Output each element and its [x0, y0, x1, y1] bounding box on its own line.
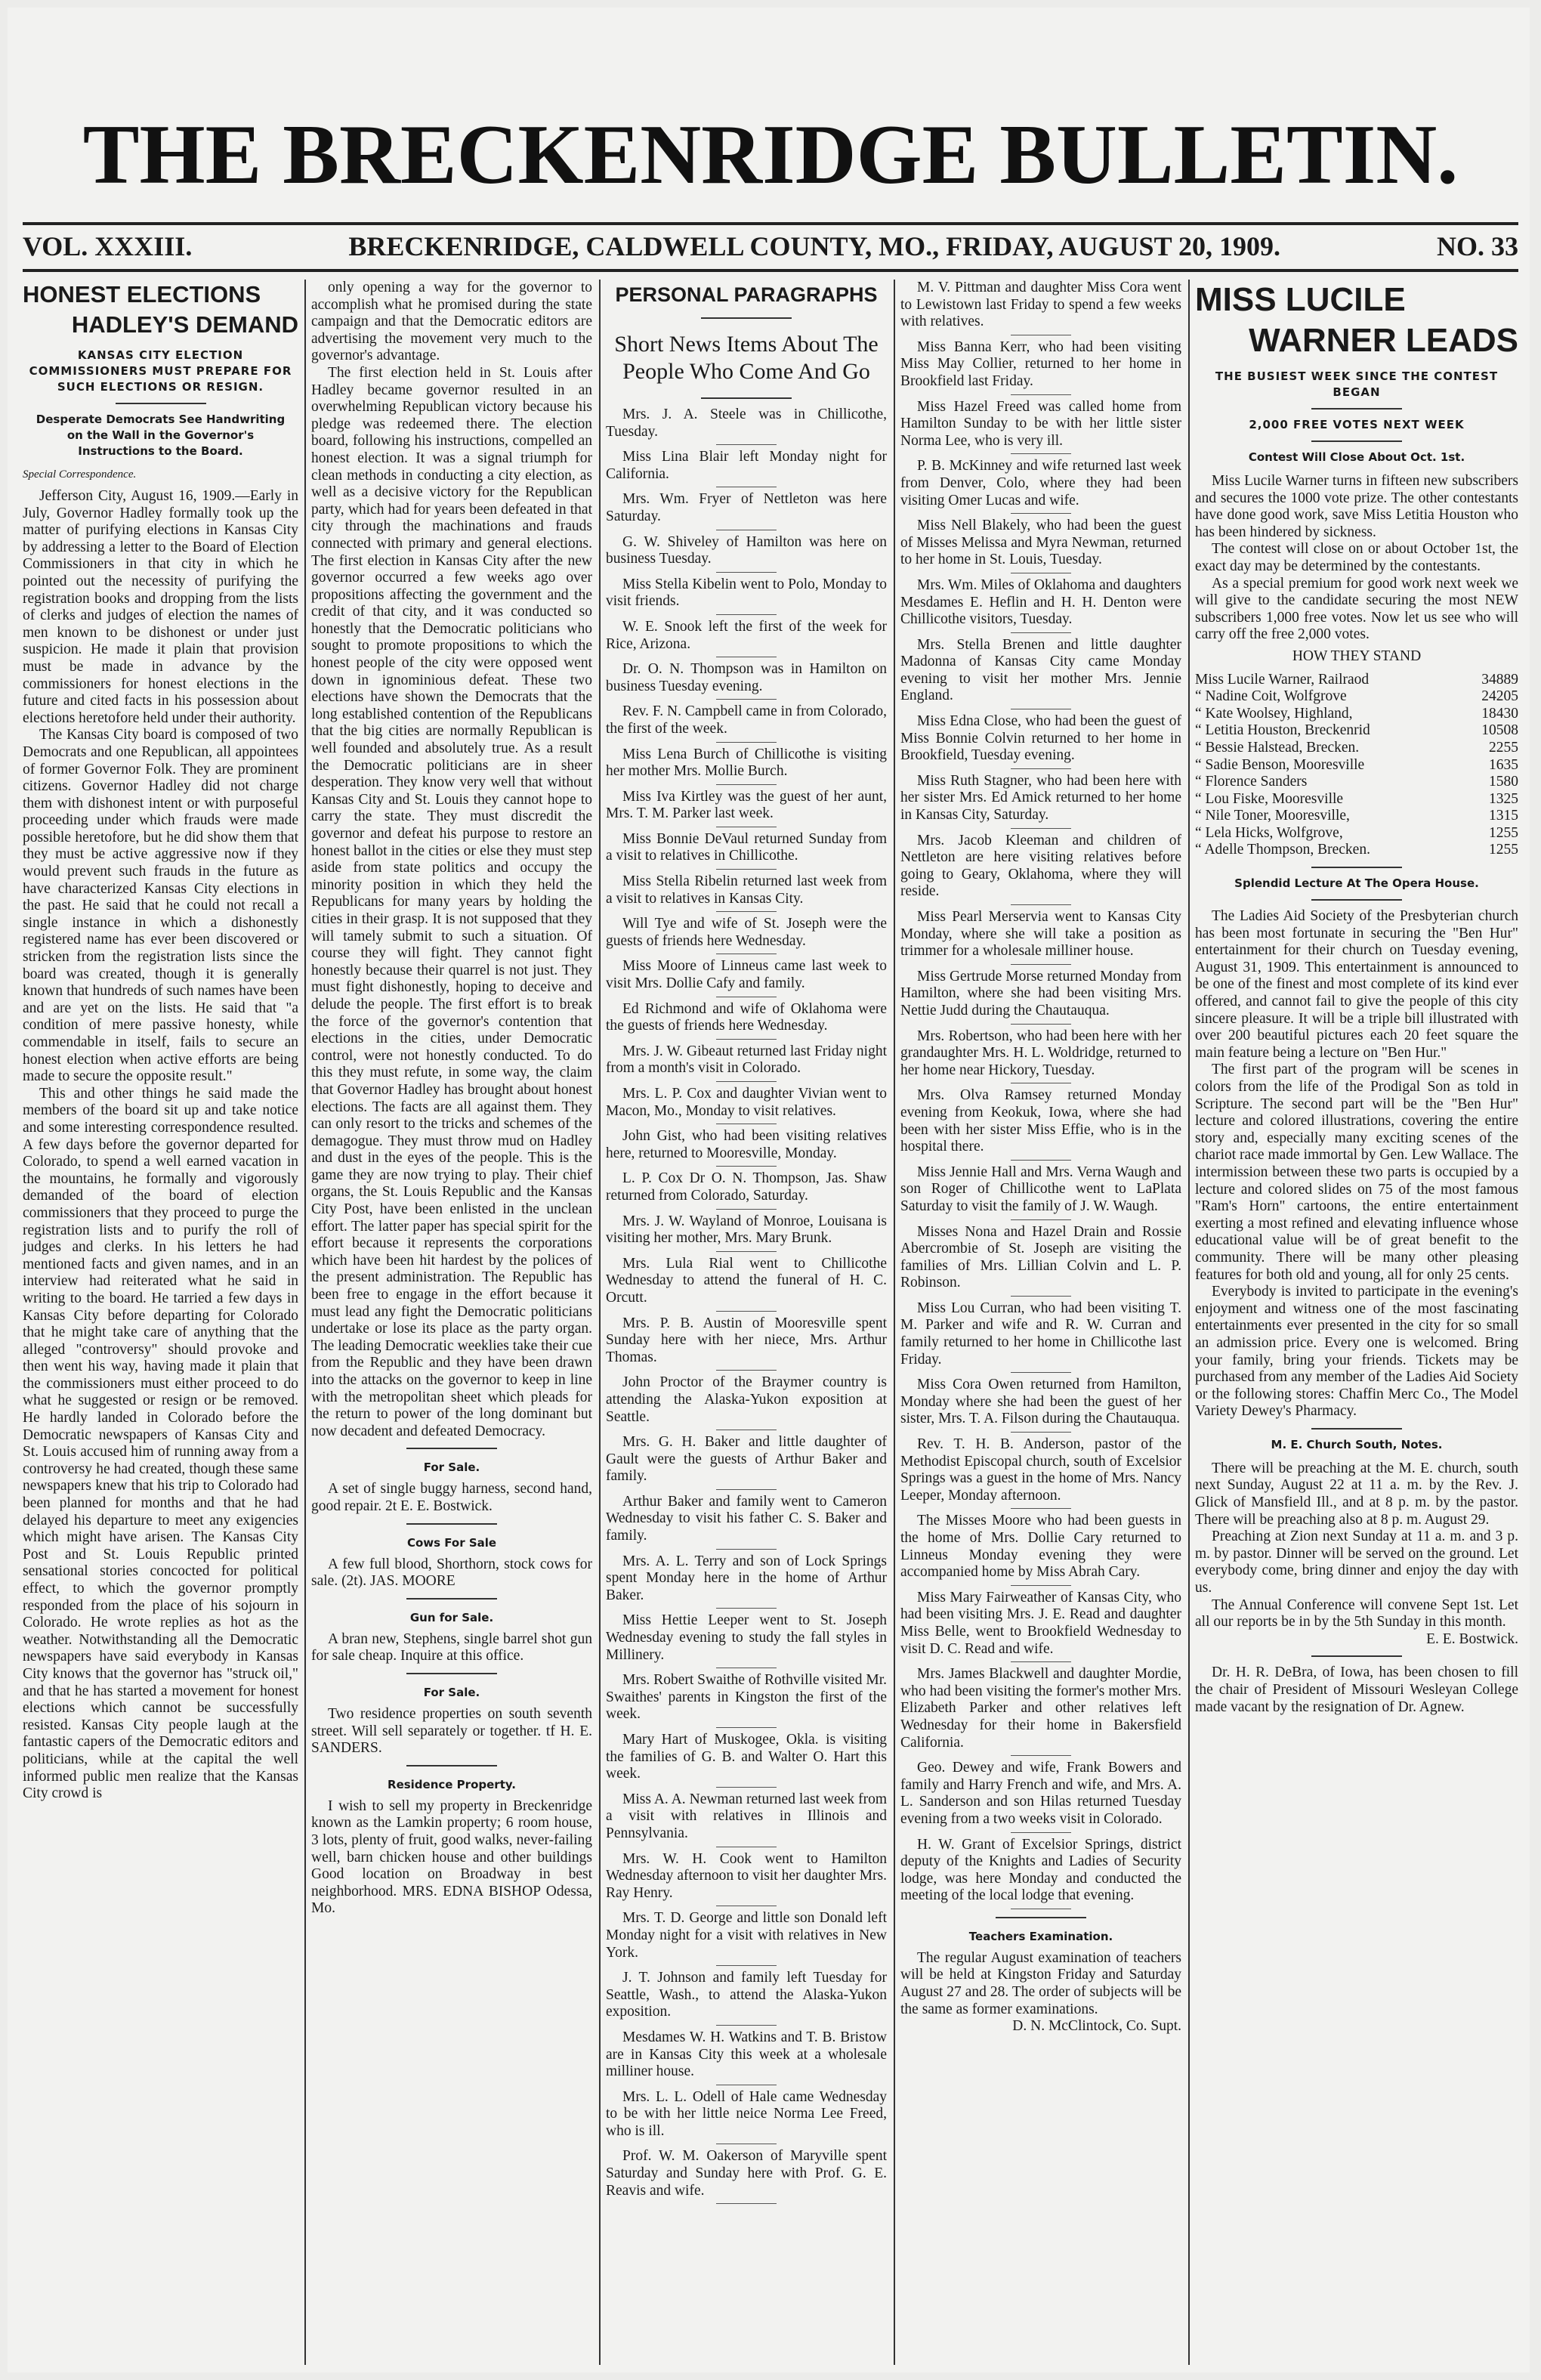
news-item: Miss A. A. Newman returned last week from a visit with relatives in Illinois and Pennsylvania. [606, 1791, 887, 1841]
news-item: Mrs. L. P. Cox and daughter Vivian went to Macon, Mo., Monday to visit relatives. [606, 1086, 887, 1119]
divider [406, 1598, 497, 1600]
item-divider [716, 1549, 777, 1550]
paragraph: Miss Lucile Warner turns in fifteen new subscribers and secures the 1000 vote prize. The other contestants have done good work, save Miss Letitia Houston who has been hindered by sickness. [1195, 473, 1518, 540]
final-paragraph: Dr. H. R. DeBra, of Iowa, has been chosen to fill the chair of President of Missouri Wesleyan College made vacant by the resignation of Dr. Agnew. [1195, 1664, 1518, 1715]
item-divider [1011, 632, 1071, 633]
standing-row [1195, 706, 1518, 723]
item-divider [716, 742, 777, 743]
news-item: Ed Richmond and wife of Oklahoma were the guests of friends here Wednesday. [606, 1000, 887, 1034]
item-divider [716, 2025, 777, 2026]
news-item: J. T. Johnson and family left Tuesday for Seattle, Wash., to attend the Alaska-Yukon exposition. [606, 1970, 887, 2020]
church-signature: E. E. Bostwick. [1426, 1630, 1518, 1647]
divider [116, 403, 206, 404]
deck: Short News Items About The People Who Come And Go [614, 332, 879, 384]
news-item: Mrs. Robert Swaithe of Rothville visited Mr. Swaithes' parents in Kingston the first of the week. [606, 1672, 887, 1723]
item-divider [1011, 1372, 1071, 1373]
ad-heading: Cows For Sale [406, 1535, 497, 1550]
news-item: Miss Cora Owen returned from Hamilton, Monday where she had been the guest of her sister, Mrs. T. A. Filson during the Chautauqua. [900, 1377, 1181, 1427]
news-item: Mrs. Wm. Miles of Oklahoma and daughters Mesdames E. Heflin and H. H. Denton were Chillicothe visitors, Tuesday. [900, 576, 1181, 628]
item-divider [716, 614, 777, 615]
news-item: P. B. McKinney and wife returned last week from Denver, Colo, where they had been visiting Omer Lucas and wife. [900, 458, 1181, 508]
news-item: Mrs. Olva Ramsey returned Monday evening from Keokuk, Iowa, where she had been with her sister Miss Effie, who is in the hospital there. [900, 1087, 1181, 1155]
news-item: Mrs. Robertson, who had been here with her grandaughter Mrs. H. L. Woldridge, returned to her home near Hickory, Tuesday. [900, 1028, 1181, 1078]
news-item: Dr. O. N. Thompson was in Hamilton on business Tuesday evening. [606, 661, 887, 694]
ad-heading: Residence Property. [388, 1777, 516, 1791]
item-divider [1011, 768, 1071, 769]
column-1-honest-elections [23, 280, 298, 1803]
contestant-name: “ Nile Toner, Mooresville, [1195, 808, 1350, 824]
news-item: Mrs. Wm. Fryer of Nettleton was here Saturday. [606, 491, 887, 524]
news-item: Miss Banna Kerr, who had been visiting Miss May Collier, returned to her home in Brookfield last Friday. [900, 338, 1181, 389]
paragraph: Everybody is invited to participate in the evening's enjoyment and witness one of the most fascinating entertainments ever presented in the city for so small an admission price. Every one is welcomed. Bring your family, bring your friends. Tickets may be purchased from any member of the Ladies Aid Society or the following stores: Chaffin Merc Co., The Model Variety Dewey's Pharmacy. [1195, 1284, 1518, 1420]
news-item: Miss Ruth Stagner, who had been here with her sister Mrs. Ed Amick returned to her home in Kansas City, Saturday. [900, 772, 1181, 824]
item-divider [716, 1209, 777, 1210]
news-item: Miss Lena Burch of Chillicothe is visiting her mother Mrs. Mollie Burch. [606, 746, 887, 780]
news-item: Rev. F. N. Campbell came in from Colorado, the first of the week. [606, 703, 887, 737]
ad-text: Two residence properties on south seventh street. Will sell separately or together. tf H. E. SANDERS. [311, 1705, 592, 1757]
divider [1311, 867, 1402, 868]
column-4 [900, 280, 1181, 2035]
news-item: Miss Gertrude Morse returned Monday from Hamilton, where she had been visiting Mrs. Nettie Judd during the Chautauqua. [900, 968, 1181, 1018]
paragraph: As a special premium for good work next week we will give to the candidate securing the most NEW subscribers 1,000 free votes. Now let us see who will carry off the free 2,000 votes. [1195, 575, 1518, 643]
standing-row [1195, 688, 1518, 706]
contestant-votes: 18430 [1481, 705, 1518, 722]
news-item: Miss Iva Kirtley was the guest of her aunt, Mrs. T. M. Parker last week. [606, 788, 887, 822]
news-item: Geo. Dewey and wife, Frank Bowers and family and Harry French and wife, and Mrs. A. L. Sanderson and son Hilas returned Tuesday evening from a two weeks visit in Colorado. [900, 1760, 1181, 1827]
news-item: W. E. Snook left the first of the week for Rice, Arizona. [606, 618, 887, 652]
item-divider [716, 1608, 777, 1609]
item-divider [1011, 513, 1071, 514]
item-divider [1011, 964, 1071, 965]
news-item: Mrs. G. H. Baker and little daughter of Gault were the guests of Arthur Baker and family. [606, 1434, 887, 1485]
lecture-heading: Splendid Lecture At The Opera House. [1234, 876, 1479, 891]
classified-ads [311, 1448, 592, 1918]
item-divider [716, 1081, 777, 1082]
news-item: Mrs. J. W. Wayland of Monroe, Louisana is visiting her mother, Mrs. Mary Brunk. [606, 1213, 887, 1247]
paragraph: Preaching at Zion next Sunday at 11 a. m. and 3 p. m. by pastor. Dinner will be served on the ground. Let everybody come, bring dinner and enjoy the day with us. [1195, 1528, 1518, 1596]
paragraph: There will be preaching at the M. E. church, south next Sunday, August 22 at 11 a. m. by the Rev. J. Glick of Mansfield Ill., and at 8 p. m. by the pastor. There will be preaching also at 8 p. m. August 29. [1195, 1460, 1518, 1528]
news-item: Miss Hettie Leeper went to St. Joseph Wednesday evening to study the fall styles in Millinery. [606, 1612, 887, 1663]
news-item: The Misses Moore who had been guests in the home of Mrs. Dollie Cary returned to Linneus Monday evening they were accompanied home by Miss Abrah Cary. [900, 1513, 1181, 1581]
item-divider [716, 1370, 777, 1371]
dateline-bar [23, 230, 1518, 263]
news-item: John Gist, who had been visiting relatives here, returned to Mooresville, Monday. [606, 1128, 887, 1161]
news-item: Miss Hazel Freed was called home from Hamilton Sunday to be with her little sister Norma Lee, who is very ill. [900, 398, 1181, 449]
ad-heading: For Sale. [423, 1685, 480, 1699]
news-item: Mesdames W. H. Watkins and T. B. Bristow are in Kansas City this week at a wholesale milliner house. [606, 2029, 887, 2080]
masthead-rule-bottom [23, 269, 1518, 272]
news-item: Miss Jennie Hall and Mrs. Verna Waugh and son Roger of Chillicothe went to LaPlata Saturday to visit the family of J. W. Waugh. [900, 1164, 1181, 1214]
contestant-votes: 1255 [1489, 842, 1518, 858]
news-item: Miss Stella Kibelin went to Polo, Monday to visit friends. [606, 576, 887, 610]
paragraph: The Kansas City board is composed of two Democrats and one Republican, all appointees of former Governor Folk. They are prominent citizens. Governor Hadley did not charge them with dishonest intent or with purposeful proceeding under which frauds were made possible heretofore, but he did show them that they must be active aggressive now if they would prevent such frauds in the future as have characterized Kansas City elections in the past. He said that he could not recall a single instance in which a dishonestly registered name has ever been discovered or stricken from the registration lists since the board was created, though it is generally known that hundreds of such names have been and are yet on the lists. He said that "a condition of mere passive honesty, while commendable in itself, fails to secure an honest election when active efforts are being made to secure the opposite result." [23, 727, 298, 1085]
ad-text: I wish to sell my property in Breckenridge known as the Lamkin property; 6 room house, 3 lots, plenty of fruit, good walks, never-failing well, barn chicken house and other buildings Good location on Broadway in best neighborhood. MRS. EDNA BISHOP Odessa, Mo. [311, 1797, 592, 1917]
item-divider [1011, 1832, 1071, 1833]
news-item: Miss Edna Close, who had been the guest of Miss Bonnie Colvin returned to her home in Brookfield, Tuesday evening. [900, 713, 1181, 764]
divider [701, 397, 792, 399]
paragraph: This and other things he said made the members of the board sit up and take notice and some interesting correspondence resulted. A few days before the governor departed for Colorado, to spend a well earned vacation in the mountains, he formally and vigorously demanded of the board of election commissioners that they proceed to purge the registration lists and to purify the roll of judges and clerks. In his letters he had mentioned facts and given names, and in an interview had reiterated what he said in writing to the board. He tarried a few days in Kansas City before departing for Colorado that he might take care of anything that the alleged "controversy" should provoke and then went his way, having made it plain that the commissioners must either proceed to do what he suggested or resign or be removed. He hardly landed in Colorado before the Democratic newspapers of Kansas City and St. Louis accused him of running away from a controversy he had created, though these same newspapers knew that his trip to Colorado had been planned for months and that he had delayed his departure to meet any exigencies which might have arisen. The Kansas City Post and St. Louis Republic printed sensational stories concocted for political effect, to which the governor promptly responded from the place of his sojourn in Colorado. He wrote replies as hot as the weather. Notwithstanding all the Democratic newspapers have said everybody in Kansas City knows that the governor has "struck oil," and that he has started a movement for honest elections which cannot be successfully resisted. Kansas City people laugh at the fantastic capers of the Democratic editors and politicians, while at the capital the well informed public men realize that the Kansas City crowd is [23, 1085, 298, 1802]
contestant-votes: 1255 [1489, 824, 1518, 841]
contestant-votes: 1580 [1489, 774, 1518, 790]
item-divider [716, 1965, 777, 1966]
divider [1311, 1655, 1402, 1657]
contestant-name: Miss Lucile Warner, Railraod [1195, 671, 1370, 688]
news-item: Mrs. James Blackwell and daughter Mordie, who had been visiting the former's mother Mrs. Elizabeth Parker and other relatives left Wednesday for their home in Bakersfield California. [900, 1666, 1181, 1751]
news-item: G. W. Shiveley of Hamilton was here on business Tuesday. [606, 533, 887, 567]
standing-row [1195, 774, 1518, 791]
news-item: Miss Lina Blair left Monday night for California. [606, 449, 887, 482]
news-item: Miss Lou Curran, who had been visiting T. M. Parker and wife and R. W. Curran and family returned to her home in Chillicothe last Friday. [900, 1300, 1181, 1368]
item-divider [1011, 1755, 1071, 1756]
contestant-name: “ Sadie Benson, Mooresville [1195, 756, 1365, 773]
divider [996, 1917, 1086, 1918]
news-item: Prof. W. M. Oakerson of Maryville spent Saturday and Sunday here with Prof. G. E. Reavis and wife. [606, 2148, 887, 2199]
contestant-votes: 1635 [1489, 756, 1518, 773]
headline-2: HADLEY'S DEMAND [71, 311, 298, 338]
paragraph: The Annual Conference will convene Sept 1st. Let all our reports be in by the 5th Sunday in this month. [1195, 1596, 1518, 1630]
divider [406, 1765, 497, 1766]
byline: Special Correspondence. [23, 468, 137, 481]
standing-row [1195, 740, 1518, 757]
news-item: Mrs. A. L. Terry and son of Lock Springs spent Monday here in the home of Arthur Baker. [606, 1553, 887, 1603]
ad-text: A bran new, Stephens, single barrel shot gun for sale cheap. Inquire at this office. [311, 1630, 592, 1664]
item-divider [1011, 394, 1071, 395]
item-divider [1011, 1585, 1071, 1586]
article-continuation [311, 280, 592, 1440]
contestant-votes: 1325 [1489, 790, 1518, 807]
ad-text: A set of single buggy harness, second hand, good repair. 2t E. E. Bostwick. [311, 1481, 592, 1514]
divider [406, 1673, 497, 1674]
standing-row [1195, 808, 1518, 825]
headline-2: WARNER LEADS [1249, 322, 1518, 359]
column-divider [599, 280, 601, 2365]
news-item: Mrs. P. B. Austin of Mooresville spent Sunday here with her niece, Mrs. Arthur Thomas. [606, 1315, 887, 1365]
teachers-heading: Teachers Examination. [968, 1929, 1113, 1943]
divider [1311, 408, 1402, 410]
standings-table [1195, 672, 1518, 860]
news-item: L. P. Cox Dr O. N. Thompson, Jas. Shaw returned from Colorado, Saturday. [606, 1170, 887, 1204]
news-item: Mrs. L. L. Odell of Hale came Wednesday to be with her little neice Norma Lee Freed, who is ill. [606, 2088, 887, 2139]
contestant-name: “ Letitia Houston, Breckenrid [1195, 722, 1370, 739]
paragraph: only opening a way for the governor to accomplish what he promised during the state campaign and that the Democratic editors are advertising the movement very much to the governor's advantage. [311, 280, 592, 364]
standing-row [1195, 672, 1518, 689]
ad-text: A few full blood, Shorthorn, stock cows for sale. (2t). JAS. MOORE [311, 1556, 592, 1590]
teachers-signature: D. N. McClintock, Co. Supt. [1012, 2018, 1181, 2035]
column-divider [894, 280, 895, 2365]
volume: VOL. XXXIII. [23, 231, 193, 261]
item-divider [1011, 1296, 1071, 1297]
lecture-body [1195, 908, 1518, 1420]
item-divider [716, 1489, 777, 1490]
ad-heading: Gun for Sale. [409, 1610, 494, 1624]
column-divider [304, 280, 306, 2365]
dateline: BRECKENRIDGE, CALDWELL COUNTY, MO., FRIDAY, AUGUST 20, 1909. [348, 231, 1280, 261]
news-item: Rev. T. H. B. Anderson, pastor of the Methodist Episcopal church, south of Excelsior Springs was a guest in the home of Mrs. Nancy Leeper, Monday afternoon. [900, 1436, 1181, 1504]
paragraph: The Ladies Aid Society of the Presbyterian church has been most fortunate in securing the "Ben Hur" entertainment for their church on Tuesday evening, August 31, 1909. This entertainment is announced to be one of the finest and most complete of its kind ever offered, and cannot fail to give the people of this city sincere pleasure. It will be a triple bill illustrated with over 200 beautiful pictures each 20 feet square the main feature being a lecture on "Ben Hur." [1195, 908, 1518, 1061]
church-body [1195, 1460, 1518, 1631]
subheadline-1: THE BUSIEST WEEK SINCE THE CONTEST BEGAN [1215, 369, 1499, 399]
standing-row [1195, 791, 1518, 808]
column-2 [311, 280, 592, 1918]
headline-1: MISS LUCILE [1195, 281, 1406, 318]
contestant-name: “ Bessie Halstead, Brecken. [1195, 739, 1360, 756]
item-divider [716, 572, 777, 573]
news-item: Mrs. J. W. Gibeaut returned last Friday night from a month's visit in Colorado. [606, 1043, 887, 1077]
news-item: Will Tye and wife of St. Joseph were the guests of friends here Wednesday. [606, 916, 887, 949]
item-divider [1011, 1508, 1071, 1509]
teachers-text: The regular August examination of teachers will be held at Kingston Friday and Saturday August 27 and 28. The order of subjects will be the same as former examinations. [900, 1949, 1181, 2017]
item-divider [1011, 1024, 1071, 1025]
contestant-votes: 34889 [1481, 671, 1518, 688]
divider [1311, 440, 1402, 442]
contestant-name: “ Adelle Thompson, Brecken. [1195, 842, 1370, 858]
church-heading: M. E. Church South, Notes. [1271, 1437, 1443, 1451]
news-item: Miss Moore of Linneus came last week to visit Mrs. Dollie Cafy and family. [606, 958, 887, 992]
news-item: Arthur Baker and family went to Cameron Wednesday to visit his father C. S. Baker and family. [606, 1493, 887, 1544]
contestant-name: “ Kate Woolsey, Highland, [1195, 705, 1353, 722]
personal-items [606, 406, 887, 2204]
item-divider [1011, 1219, 1071, 1220]
news-item: Mrs. Stella Brenen and little daughter Madonna of Kansas City came Monday evening to visit her mother Mrs. Jennie England. [900, 636, 1181, 704]
news-item: Miss Mary Fairweather of Kansas City, who had been visiting Mrs. J. E. Read and daughter Miss Belle, went to Brookfield Wednesday to visit D. C. Read and wife. [900, 1589, 1181, 1657]
contestant-votes: 10508 [1481, 722, 1518, 739]
personal-items [900, 280, 1181, 1909]
standing-row [1195, 842, 1518, 859]
news-item: Mrs. Jacob Kleeman and children of Nettleton are here visiting relatives before going to Geary, Oklahoma, where they will reside. [900, 832, 1181, 900]
headline: PERSONAL PARAGRAPHS [615, 283, 878, 306]
divider [701, 317, 792, 319]
item-divider [716, 784, 777, 785]
news-item: Mrs. W. H. Cook went to Hamilton Wednesday afternoon to visit her daughter Mrs. Ray Henry. [606, 1850, 887, 1901]
item-divider [716, 444, 777, 445]
news-item: Miss Nell Blakely, who had been the guest of Misses Melissa and Myra Newman, returned to her home in St. Louis, Tuesday. [900, 518, 1181, 568]
item-divider [716, 1251, 777, 1252]
news-item: Miss Bonnie DeVaul returned Sunday from a visit to relatives in Chillicothe. [606, 830, 887, 864]
divider [406, 1523, 497, 1525]
news-item: H. W. Grant of Excelsior Springs, district deputy of the Knights and Ladies of Security lodge, was here Monday and conducted the meeting of the local lodge that evening. [900, 1836, 1181, 1904]
news-item: Misses Nona and Hazel Drain and Rossie Abercrombie of St. Joseph are visiting the families of Mrs. Lillian Colvin and L. P. Robinson. [900, 1223, 1181, 1291]
paragraph: The first part of the program will be scenes in colors from the life of the Prodigal Son as told in Scripture. The second part will be the "Ben Hur" lecture and colored illustrations, covering the entire story and, especially many exciting scenes of the chariot race made immortal by Gen. Lew Wallace. The intermission between these two parts is occupied by a lecture and colored slides on 75 of the most famous "Ram's Horn" cartoons, the entire entertainment exerting a most refined and elevating influence whose educational value will be of great benefit to the community. There will be many other pleasing features for both old and young, all for only 25 cents. [1195, 1062, 1518, 1283]
subheadline-2: Desperate Democrats See Handwriting on the Wall in the Governor's Instructions to the Board. [36, 413, 286, 458]
subheadline-2: 2,000 FREE VOTES NEXT WEEK [1249, 418, 1465, 431]
paragraph: Jefferson City, August 16, 1909.—Early in July, Governor Hadley formally took up the matter of purifying elections in Kansas City by addressing a letter to the Board of Election Commissioners in that city in which he pointed out the necessity of purifying the registration books and dropping from the lists of clerks and judges of election the names of men known to be dishonest or under just suspicion. He made it plain that provision must be made in advance by the commissioners for honest elections in the future and cited facts in his possession about elections heretofore held under their authority. [23, 488, 298, 726]
item-divider [1011, 904, 1071, 905]
standings-title: HOW THEY STAND [1292, 648, 1422, 664]
item-divider [716, 1039, 777, 1040]
headline-1: HONEST ELECTIONS [23, 281, 261, 308]
item-divider [1011, 1432, 1071, 1433]
item-divider [716, 1727, 777, 1728]
subheadline-3: Contest Will Close About Oct. 1st. [1248, 450, 1465, 464]
item-divider [716, 869, 777, 870]
item-divider [1011, 1661, 1071, 1662]
news-item: Mrs. T. D. George and little son Donald left Monday night for a visit with relatives in New York. [606, 1910, 887, 1961]
contestant-votes: 1315 [1489, 808, 1518, 824]
masthead-title: THE BRECKENRIDGE BULLETIN. [82, 108, 1459, 202]
news-item: Mrs. J. A. Steele was in Chillicothe, Tuesday. [606, 406, 887, 440]
divider [1311, 899, 1402, 901]
item-divider [716, 2203, 777, 2204]
news-item: Miss Stella Ribelin returned last week from a visit to relatives in Kansas City. [606, 873, 887, 907]
column-3-personal-paragraphs [606, 280, 887, 2208]
issue-number: NO. 33 [1436, 231, 1518, 261]
paragraph: The first election held in St. Louis after Hadley became governor resulted in an overwhelming Republican victory because his pledge was redeemed there. The election board, following his instructions, compelled an honest election. It was a signal triumph for clean methods in conducting a city election, as well as a decisive victory for the Republican party, which had for years been defeated in that city through the machinations and frauds connected with primary and general elections. The first election in Kansas City after the new governor occurred a few weeks ago over propositions affecting the government and the credit of that city, and it was conducted so honestly that the Democratic politicians who sought to promote propositions to which the honest people of the city were opposed went down in ignominious defeat. These two elections have shown the Democrats that the long established contention of the Republicans that the big cities are normally Republican is well founded and absolutely true. As a result the Democratic politicians are in sheer desperation. They know very well that without Kansas City and St. Louis they cannot hope to carry the state. They must discredit the governor and defeat his purpose to restore an honest ballot in the cities or else they must step aside from state politics and occupy the minority position in which they held the Republicans for many years by holding the cities in their grasp. It is not supposed that they will tamely submit to such a situation. Of course they will fight. They cannot fight honestly because their quarrel is not just. They must fight dishonestly, hoping to deceive and delude the people. The first effort is to break the force of the governor's contention that elections in the cities, under Democratic control, were not honestly conducted. To do this they must refute, in some way, the claim that Governor Hadley has brought about honest elections. The facts are all against them. They can only resort to the tricks and schemes of the demagogue. They must throw mud on Hadley and dust in the eyes of the people. This is the game they are now trying to play. Their chief organs, the St. Louis Republic and the Kansas City Post, have been enlisted in the unclean effort. The latter paper has special spirit for the effort because it represents the corporations which have been hit hardest by the polices of the present administration. The Republic has been free to engage in the effort because it must lead any fight the Democratic politicians undertake or lose its place as the party organ. The leading Democratic weeklies take their cue from the Republic and they have been drawn into the attacks on the governor to keep in line with the metropolitan sheet which pleads for the return to power of the long dominant but now decadent and defeated Democracy. [311, 364, 592, 1439]
column-divider [1188, 280, 1190, 2365]
item-divider [716, 1787, 777, 1788]
contestant-votes: 2255 [1489, 739, 1518, 756]
item-divider [716, 1311, 777, 1312]
contest-body [1195, 473, 1518, 644]
masthead-rule-top [23, 222, 1518, 225]
news-item: Miss Pearl Merservia went to Kansas City Monday, where she will take a position as trimmer for a wholesale milliner house. [900, 909, 1181, 960]
standing-row [1195, 825, 1518, 842]
item-divider [716, 1166, 777, 1167]
item-divider [1011, 453, 1071, 454]
divider [406, 1448, 497, 1449]
divider [1311, 1428, 1402, 1430]
news-item: Mrs. Lula Rial went to Chillicothe Wednesday to attend the funeral of H. C. Orcutt. [606, 1255, 887, 1306]
item-divider [1011, 1160, 1071, 1161]
ad-heading: For Sale. [423, 1460, 480, 1475]
item-divider [716, 699, 777, 700]
contestant-name: “ Lela Hicks, Wolfgrove, [1195, 824, 1343, 841]
contestant-votes: 24205 [1481, 688, 1518, 705]
news-item: Mary Hart of Muskogee, Okla. is visiting the families of G. B. and Walter O. Hart this week. [606, 1732, 887, 1782]
news-item: John Proctor of the Braymer country is attending the Alaska-Yukon exposition at Seattle. [606, 1374, 887, 1425]
article-body [23, 488, 298, 1803]
subheadline: KANSAS CITY ELECTION COMMISSIONERS MUST PREPARE FOR SUCH ELECTIONS OR RESIGN. [29, 348, 292, 394]
paragraph: The contest will close on or about October 1st, the exact day may be determined by the contestants. [1195, 541, 1518, 574]
item-divider [1011, 828, 1071, 829]
column-5-contest [1195, 280, 1518, 1716]
standing-row [1195, 757, 1518, 774]
contestant-name: “ Lou Fiske, Mooresville [1195, 790, 1344, 807]
standing-row [1195, 722, 1518, 740]
contestant-name: “ Nadine Coit, Wolfgrove [1195, 688, 1347, 705]
contestant-name: “ Florence Sanders [1195, 774, 1308, 790]
item-divider [716, 911, 777, 912]
news-item: M. V. Pittman and daughter Miss Cora went to Lewistown last Friday to spend a few weeks with relatives. [900, 280, 1181, 330]
